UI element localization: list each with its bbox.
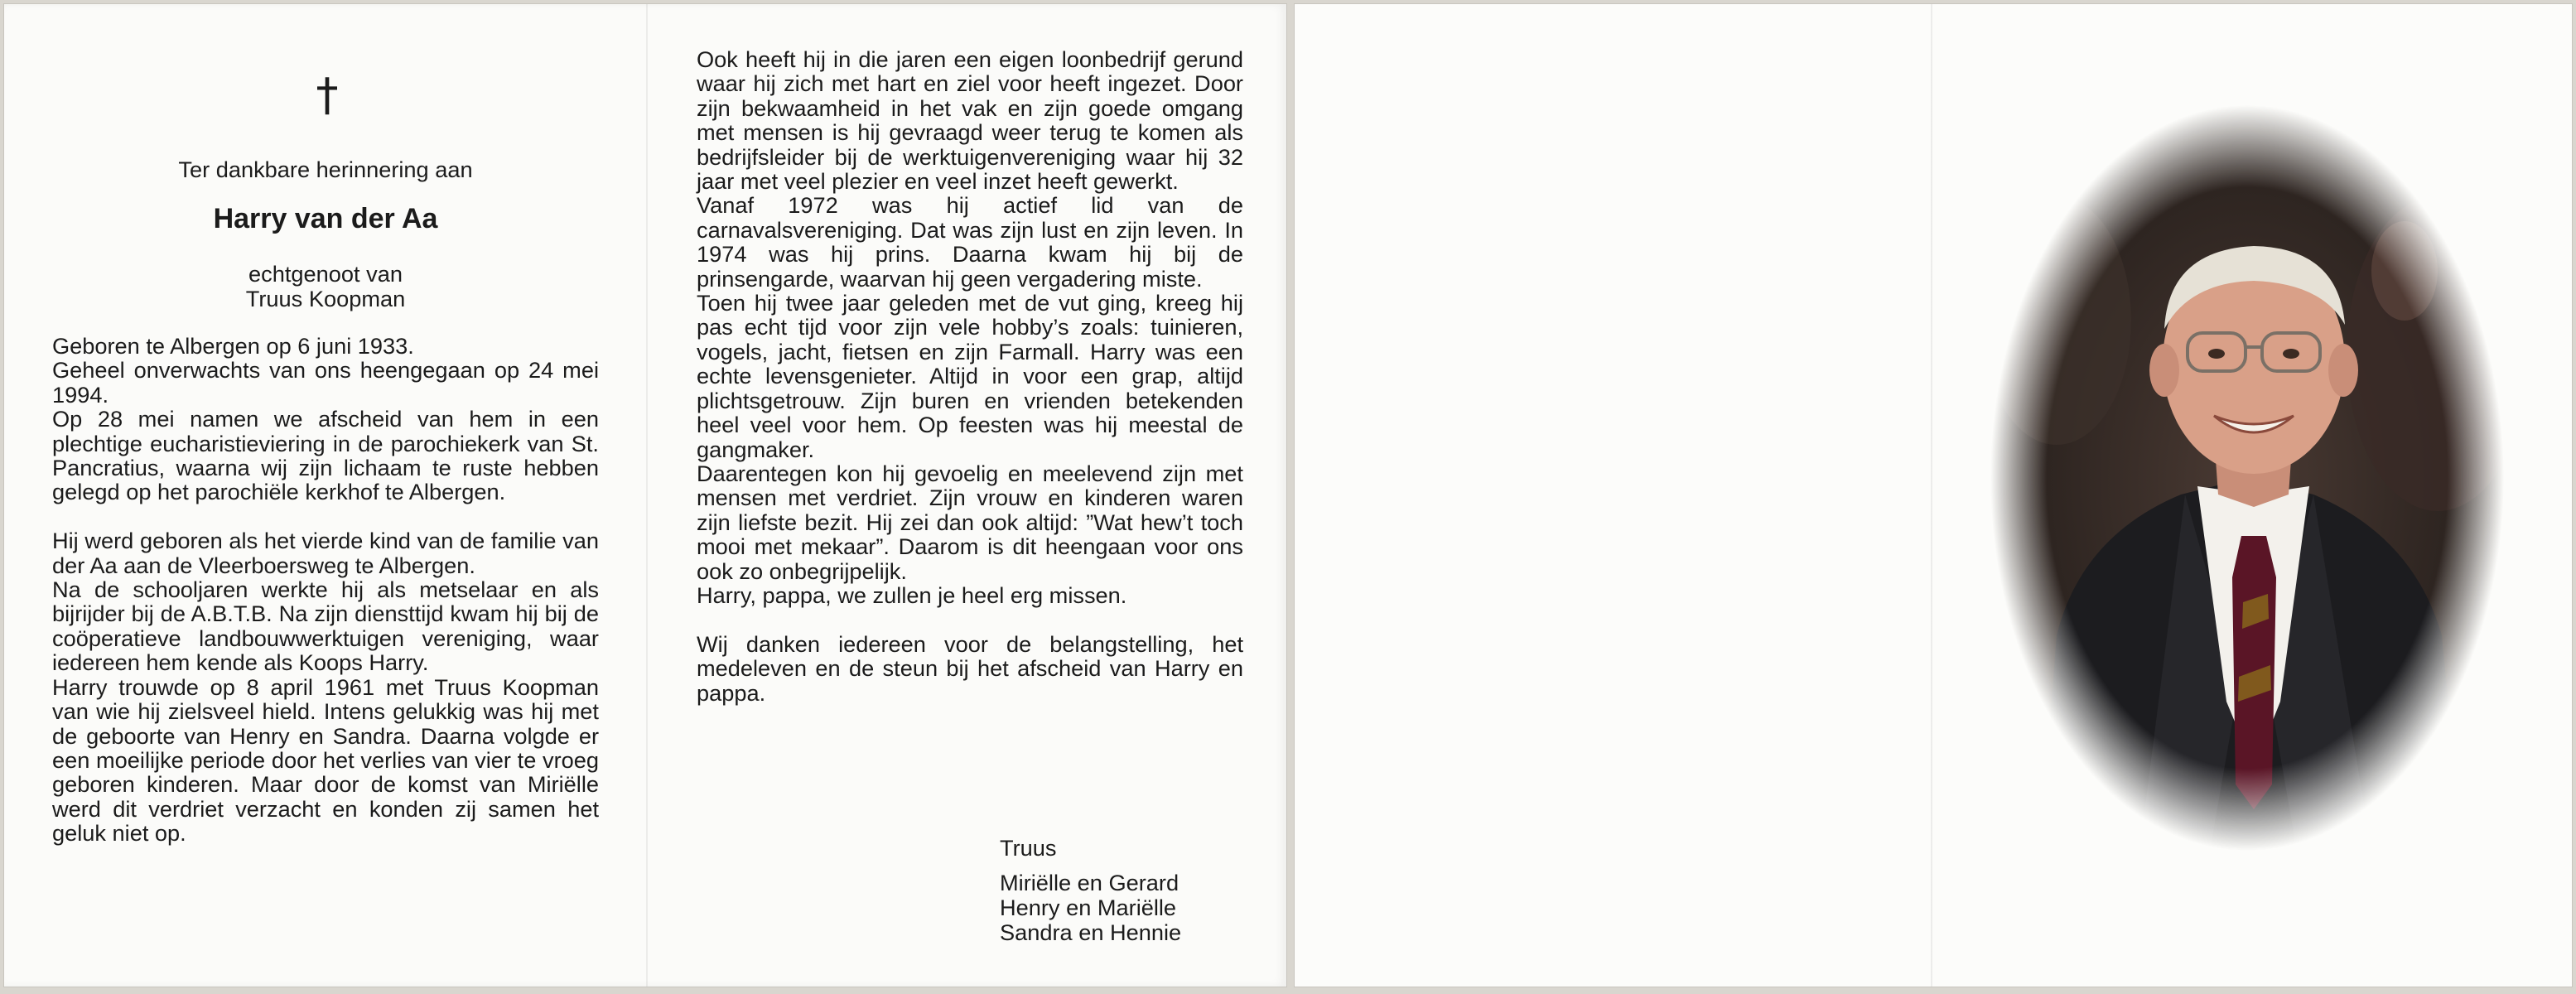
portrait-photo bbox=[1990, 105, 2504, 851]
fold-line bbox=[1931, 4, 1932, 987]
paragraph-spacer bbox=[697, 607, 1243, 631]
signoff-lead: Truus bbox=[1000, 835, 1057, 861]
deceased-name: Harry van der Aa bbox=[213, 203, 438, 234]
paragraph: Geheel onverwachts van ons heengegaan op 24 mei 1994. bbox=[52, 357, 599, 408]
paragraph: Toen hij twee jaar geleden met de vut ging, kreeg hij pas echt tijd voor zijn vele hobby’s zoals: tuinieren, vogels, jacht, fietsen en zijn Farmall. Harry was een echte levensgenieter. Altijd in voor een grap, altijd plichtsgetrouw. Zijn buren en vrienden betekenden heel veel voor hem. Op feesten was hij meestal de gangmaker. bbox=[697, 290, 1243, 462]
signoff-block bbox=[1000, 836, 1181, 945]
biography-right-column bbox=[697, 47, 1243, 705]
paragraph: Op 28 mei namen we afscheid van hem in een plechtige eucharistieviering in de parochiekerk van St. Pancratius, waarna wij zijn lichaam te ruste hebben gelegd op het parochiële kerkhof te Albergen. bbox=[52, 406, 599, 505]
paragraph: Ook heeft hij in die jaren een eigen loonbedrijf gerund waar hij zich met hart en ziel voor heeft ingezet. Door zijn bekwaamheid in het vak en zijn goede omgang met mensen is hij gevraagd weer terug te komen als bedrijfsleider bij de werktuigenvereniging waar hij 32 jaar met veel plezier en veel inzet heeft gewerkt. bbox=[697, 46, 1243, 195]
intro-line: Ter dankbare herinnering aan bbox=[178, 157, 473, 182]
spouse-label: echtgenoot van bbox=[248, 261, 403, 287]
cross-icon: † bbox=[316, 69, 339, 121]
card-outer-spread bbox=[1294, 3, 2573, 987]
paragraph: Wij danken iedereen voor de belangstelling, het medeleven en de steun bij het afscheid van Harry en pappa. bbox=[697, 630, 1243, 706]
paragraph: Harry, pappa, we zullen je heel erg missen. bbox=[697, 581, 1127, 608]
biography-left-column bbox=[52, 334, 599, 846]
signoff-line: Sandra en Hennie bbox=[1000, 919, 1182, 945]
fold-line bbox=[646, 4, 648, 987]
spouse-name: Truus Koopman bbox=[245, 286, 406, 311]
paragraph: Vanaf 1972 was hij actief lid van de carnavalsvereniging. Dat was zijn lust en zijn leven. In 1974 was hij prins. Daarna kwam hij bij de prinsengarde, waarvan hij geen vergadering miste. bbox=[697, 192, 1243, 292]
signoff-line: Miriëlle en Gerard bbox=[1000, 870, 1179, 895]
paragraph: Hij werd geboren als het vierde kind van de familie van der Aa aan de Vleerboersweg te Albergen. bbox=[52, 528, 599, 578]
paragraph: Geboren te Albergen op 6 juni 1933. bbox=[52, 333, 414, 359]
portrait-photo-icon bbox=[1990, 105, 2504, 851]
card-inner-spread bbox=[3, 3, 1287, 987]
paragraph: Harry trouwde op 8 april 1961 met Truus Koopman van wie hij zielsveel hield. Intens gelukkig was hij met de geboorte van Henry en Sandra. Daarna volgde er een moeilijke periode door het verlies van vier te vroeg geboren kinderen. Maar door de komst van Miriëlle werd dit verdriet verzacht en konden zij samen het geluk niet op. bbox=[52, 673, 599, 847]
paragraph-spacer bbox=[52, 504, 599, 528]
paragraph: Daarentegen kon hij gevoelig en meelevend zijn met mensen met verdriet. Zijn vrouw en kinderen waren zijn liefste bezit. Hij zei dan ook altijd: ”Wat hew’t toch mooi met mekaar”. Daarom is dit heengaan voor ons ook zo onbegrijpelijk. bbox=[697, 460, 1243, 584]
signoff-line: Henry en Mariëlle bbox=[1000, 895, 1177, 920]
paragraph: Na de schooljaren werkte hij als metselaar en als bijrijder bij de A.B.T.B. Na zijn diensttijd kwam hij bij de coöperatieve landbouwwerktuigen vereniging, waar iedereen hem kende als Koops Harry. bbox=[52, 577, 599, 676]
